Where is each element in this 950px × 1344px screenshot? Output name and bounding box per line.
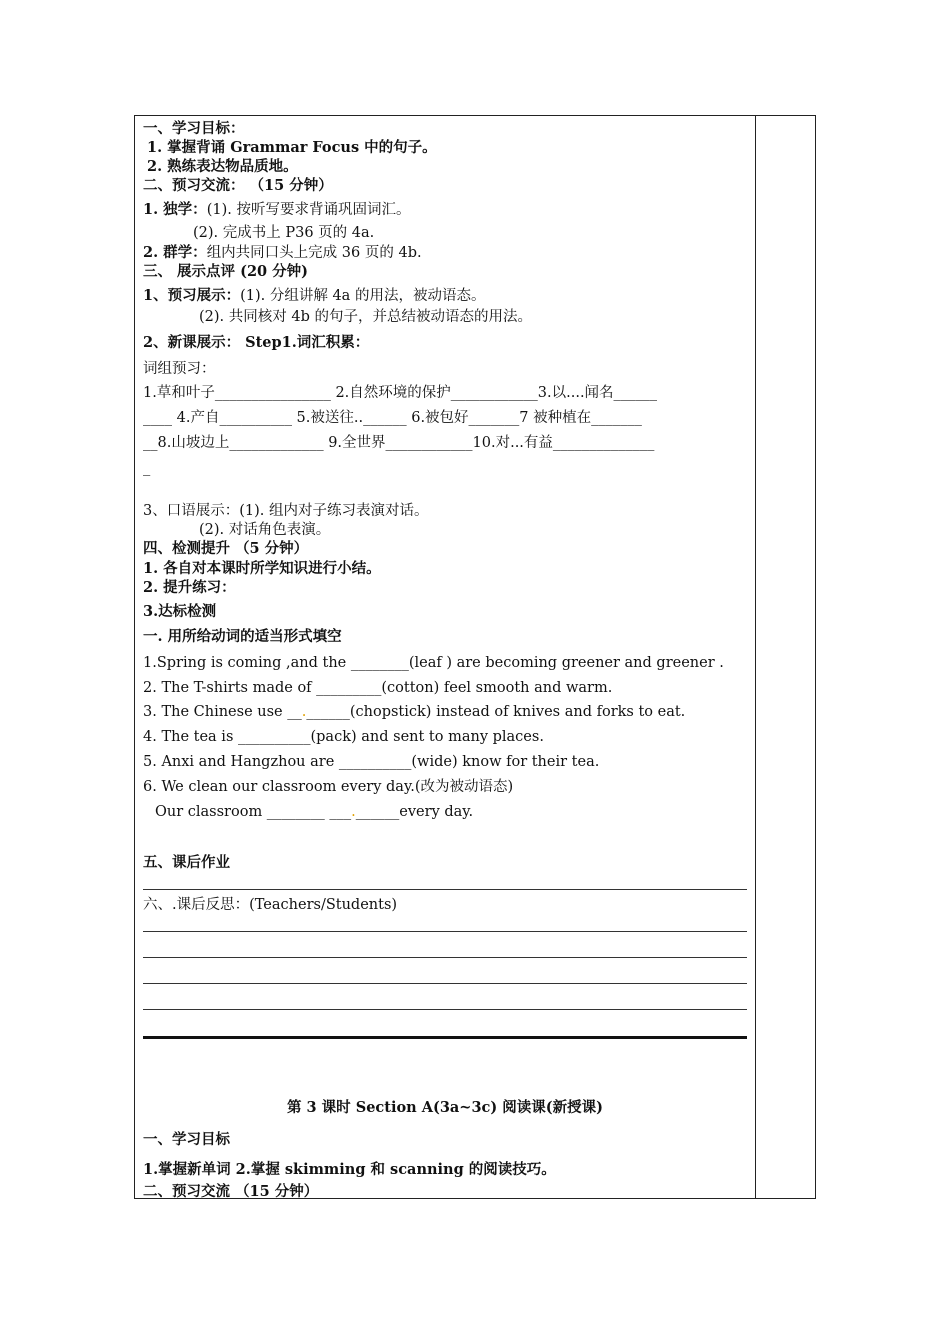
- question-6-answer-line: [155, 803, 473, 821]
- homework-answer-line: [143, 889, 747, 890]
- phrase-line-3: __8.山坡边上_____________ 9.全世界____________10.对...有益______________: [143, 435, 655, 451]
- oral-show-2: (2). 对话角色表演。: [199, 522, 331, 538]
- test-item-2: 2. 提升练习：: [143, 579, 236, 596]
- question-3-end: ______(chopstick) instead of knives and forks to eat.: [306, 704, 686, 720]
- preview-show-label: 1、预习展示：: [143, 287, 241, 304]
- reflection-line-1: [143, 931, 747, 932]
- preview-show-line: [143, 287, 485, 305]
- test-heading: 四、检测提升 （5 分钟）: [143, 540, 309, 557]
- question-3-mark: .: [301, 704, 307, 720]
- question-4: 4. The tea is __________(pack) and sent to many places.: [143, 729, 544, 745]
- question-5: 5. Anxi and Hangzhou are __________(wide) know for their tea.: [143, 754, 600, 770]
- test-item-1: 1. 各自对本课时所学知识进行小结。: [143, 560, 381, 577]
- group-study-label: 2. 群学：: [143, 244, 207, 261]
- new-lesson-line: 2、新课展示： Step1.词汇积累：: [143, 334, 370, 351]
- reflection-heading-text: 六、.课后反思：(Teachers/Students): [143, 897, 398, 913]
- lesson-plan-table: [134, 115, 816, 1199]
- next-preview-heading: 二、预习交流 （15 分钟）: [143, 1183, 319, 1200]
- solo-study-2: (2). 完成书上 P36 页的 4a.: [193, 225, 375, 241]
- homework-heading: 五、课后作业: [143, 854, 230, 871]
- oral-show-label: 3、口语展示：: [143, 503, 240, 519]
- preview-show-text: (1). 分组讲解 4a 的用法，被动语态。: [240, 288, 486, 304]
- group-study-line: [143, 244, 422, 262]
- phrase-line-4: _: [143, 460, 151, 476]
- reflection-line-2: [143, 957, 747, 958]
- preview-heading: 二、预习交流： （15 分钟）: [143, 177, 333, 194]
- question-3: [143, 703, 685, 721]
- solo-study-text: (1). 按听写要求背诵巩固词汇。: [206, 202, 411, 218]
- question-3-start: 3. The Chinese use __: [143, 704, 302, 720]
- reflection-line-4: [143, 1009, 747, 1010]
- objective-1: 1. 掌握背诵 Grammar Focus 中的句子。: [147, 139, 437, 156]
- question-6-mark: .: [351, 804, 356, 820]
- oral-show-line: [143, 502, 429, 520]
- phrase-line-1: 1.草和叶子________________ 2.自然环境的保护____________3.以....闻名______: [143, 385, 658, 401]
- presentation-heading: 三、 展示点评 (20 分钟): [143, 263, 309, 280]
- question-6: 6. We clean our classroom every day.(改为被动语态): [143, 779, 514, 795]
- phrase-line-2: ____ 4.产自__________ 5.被送往..______ 6.被包好_______7 被种植在_______: [143, 410, 642, 426]
- next-objectives-line: 1.掌握新单词 2.掌握 skimming 和 scanning 的阅读技巧。: [143, 1161, 556, 1178]
- preview-show-2: (2). 共同核对 4b 的句子，并总结被动语态的用法。: [199, 309, 532, 325]
- solo-study-label: 1. 独学：: [143, 201, 207, 218]
- solo-study-line: [143, 201, 410, 219]
- next-objectives-heading: 一、学习目标: [143, 1131, 230, 1148]
- objectives-heading: 一、学习目标：: [143, 120, 245, 137]
- question-6-answer-start: Our classroom ________ ___: [155, 804, 352, 820]
- question-2: 2. The T-shirts made of _________(cotton) feel smooth and warm.: [143, 680, 613, 696]
- test-item-3: 3.达标检测: [143, 603, 217, 620]
- reflection-line-3: [143, 983, 747, 984]
- exercise-title: 一. 用所给动词的适当形式填空: [143, 628, 342, 645]
- objective-2: 2. 熟练表达物品质地。: [147, 158, 298, 175]
- next-lesson-heading: 第 3 课时 Section A(3a~3c) 阅读课(新授课): [286, 1099, 604, 1116]
- group-study-text: 组内共同口头上完成 36 页的 4b.: [206, 245, 422, 261]
- question-6-answer-end: ______every day.: [355, 804, 474, 820]
- section-end-rule: [143, 1036, 747, 1039]
- phrase-preview-label: 词组预习：: [143, 361, 216, 377]
- question-1: 1.Spring is coming ,and the ________(leaf ) are becoming greener and greener .: [143, 655, 724, 671]
- reflection-heading: [143, 896, 397, 914]
- oral-show-text: (1). 组内对子练习表演对话。: [239, 503, 429, 519]
- notes-column-divider: [755, 116, 756, 1198]
